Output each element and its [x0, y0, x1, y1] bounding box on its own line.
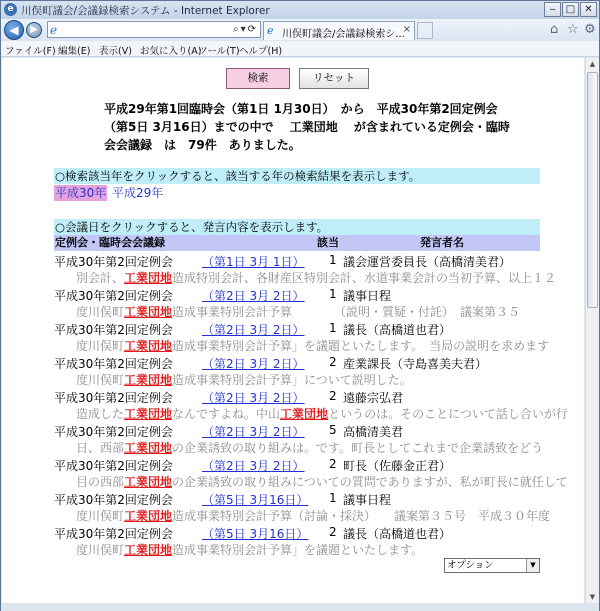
- excerpt-before: 日、西部: [76, 441, 125, 455]
- tab-label: 川俣町議会/会議録検索シ...: [282, 29, 405, 40]
- excerpt-after: というのは。そのことについて話し合いが行: [328, 407, 568, 421]
- excerpt: [76, 473, 568, 490]
- options-select[interactable]: [444, 558, 540, 573]
- hit-count: 2: [329, 389, 337, 403]
- status-bar: [1, 603, 599, 611]
- speaker-name: 遠藤宗弘君: [343, 391, 404, 405]
- options-select-value: オプション: [447, 560, 494, 571]
- speaker-name: 議事日程: [343, 289, 392, 303]
- keyword-highlight: 工業団地: [124, 543, 173, 557]
- close-window-button[interactable]: ✕: [580, 2, 597, 17]
- excerpt-after: 造成事業特別会計予算」を議題といたします。 当局の説明を求めます: [172, 339, 550, 353]
- speaker-name: 議事日程: [343, 493, 392, 507]
- excerpt-before: 目の西部: [76, 475, 125, 489]
- excerpt-after: 造成事業特別会計予算 （説明・質疑・付託） 議案第３５: [172, 305, 521, 319]
- excerpt-after: の企業誘致の取り組みについての質問でありますが、私が町長に就任して: [172, 475, 568, 489]
- excerpt-before: 別会計、: [76, 271, 125, 285]
- hit-count: 5: [329, 423, 337, 437]
- new-tab-button[interactable]: [417, 22, 433, 39]
- keyword-highlight: 工業団地: [124, 305, 173, 319]
- address-bar[interactable]: [47, 21, 261, 38]
- menu-file[interactable]: ファイル(F): [5, 46, 56, 57]
- year-link-h29[interactable]: 平成29年: [112, 186, 164, 200]
- menu-edit[interactable]: 編集(E): [58, 46, 91, 57]
- vertical-scrollbar[interactable]: [585, 58, 599, 603]
- meeting-date-link[interactable]: （第1日 3月 1日）: [202, 255, 305, 269]
- keyword-highlight: 工業団地: [124, 271, 173, 285]
- header-speaker: 発言者名: [420, 236, 464, 249]
- hit-count: 1: [329, 253, 337, 267]
- speaker-name: 高橋清美君: [343, 425, 404, 439]
- forward-button[interactable]: ▶: [26, 22, 42, 38]
- table-row: [54, 355, 540, 389]
- session-name: 平成30年第2回定例会: [54, 323, 173, 337]
- speaker-name: 議長（高橋道也君）: [343, 527, 452, 541]
- meeting-date-link[interactable]: （第5日 3月16日）: [202, 527, 309, 541]
- excerpt: [76, 405, 568, 422]
- favorites-star-icon[interactable]: ☆: [567, 22, 579, 37]
- meeting-date-link[interactable]: （第2日 3月 2日）: [202, 459, 305, 473]
- meeting-date-link[interactable]: （第5日 3月16日）: [202, 493, 309, 507]
- menu-tools[interactable]: ツール(T): [198, 46, 240, 57]
- keyword-highlight: 工業団地: [124, 509, 173, 523]
- internet-explorer-icon: e: [4, 3, 17, 16]
- speaker-name: 町長（佐藤金正君）: [343, 459, 452, 473]
- table-row: [54, 389, 568, 423]
- excerpt-before: 度川俣町: [76, 339, 125, 353]
- home-icon[interactable]: ⌂: [550, 22, 559, 37]
- session-name: 平成30年第2回定例会: [54, 357, 173, 371]
- title-bar: [1, 1, 599, 19]
- session-name: 平成30年第2回定例会: [54, 289, 173, 303]
- excerpt-after: 造成事業特別会計予算」を議題といたします。: [172, 543, 424, 557]
- table-row: [54, 321, 550, 355]
- tab-close-icon[interactable]: ×: [402, 24, 411, 35]
- page-content: [2, 58, 584, 603]
- table-row: [54, 457, 568, 491]
- window-title: 川俣町議会/会議録検索システム - Internet Explorer: [21, 5, 270, 17]
- scroll-down-icon[interactable]: ▼: [589, 593, 596, 601]
- menu-help[interactable]: ヘルプ(H): [239, 46, 283, 57]
- excerpt: [76, 507, 551, 524]
- excerpt-after: の企業誘致の取り組みは。です。町長としてこれまで企業誘致をどう: [172, 441, 544, 455]
- meeting-date-link[interactable]: （第2日 3月 2日）: [202, 289, 305, 303]
- results-table-header: [54, 235, 540, 251]
- scrollbar-thumb[interactable]: [587, 72, 598, 308]
- header-hits: 該当: [317, 236, 339, 249]
- meeting-date-link[interactable]: （第2日 3月 2日）: [202, 391, 305, 405]
- excerpt-before: 造成した: [76, 407, 125, 421]
- menu-favorites[interactable]: お気に入り(A): [140, 46, 202, 57]
- hit-count: 1: [329, 491, 337, 505]
- excerpt-after: 造成事業特別会計予算」について説明した。: [172, 373, 412, 387]
- keyword-highlight: 工業団地: [124, 339, 173, 353]
- navigation-bar: [1, 19, 599, 41]
- hit-count: 2: [329, 457, 337, 471]
- keyword-highlight: 工業団地: [124, 373, 173, 387]
- keyword-highlight: 工業団地: [124, 407, 173, 421]
- excerpt: [76, 269, 557, 286]
- table-row: [54, 525, 540, 559]
- session-name: 平成30年第2回定例会: [54, 493, 173, 507]
- hit-count: 2: [329, 525, 337, 539]
- hit-count: 2: [329, 355, 337, 369]
- session-name: 平成30年第2回定例会: [54, 527, 173, 541]
- address-tools-icon[interactable]: ⌕▾⟳: [233, 24, 258, 35]
- meeting-date-link[interactable]: （第2日 3月 2日）: [202, 357, 305, 371]
- speaker-name: 議長（高橋道也君）: [343, 323, 452, 337]
- excerpt-after: 造成事業特別会計予算（討論・採決） 議案第３５号 平成３０年度: [172, 509, 551, 523]
- menu-bar: [1, 41, 599, 57]
- back-button[interactable]: ◀: [4, 20, 24, 40]
- search-button[interactable]: 検索: [226, 68, 290, 89]
- speaker-name: 議会運営委員長（高橋清美君）: [343, 255, 512, 269]
- excerpt: [76, 337, 550, 354]
- table-row: [54, 287, 540, 321]
- hit-count: 1: [329, 321, 337, 335]
- ie-page-icon: ℯ: [50, 23, 58, 37]
- excerpt-after: 造成特別会計、各財産区特別会計、水道事業会計の当初予算、以上１２: [172, 271, 557, 285]
- excerpt: [76, 371, 542, 388]
- tab-favicon-icon: ℯ: [267, 24, 274, 37]
- results-notice: ○会議日をクリックすると、発言内容を表示します。: [54, 219, 540, 235]
- excerpt-before: 度川俣町: [76, 373, 125, 387]
- session-name: 平成30年第2回定例会: [54, 255, 173, 269]
- hit-count: 1: [329, 287, 337, 301]
- maximize-button[interactable]: □: [562, 2, 579, 17]
- table-row: [54, 491, 551, 525]
- table-row: [54, 423, 544, 457]
- reset-button[interactable]: リセット: [299, 68, 369, 89]
- keyword-highlight: 工業団地: [124, 475, 173, 489]
- chevron-down-icon[interactable]: ▼: [526, 559, 539, 572]
- excerpt-before: 度川俣町: [76, 509, 125, 523]
- summary-line-2: （第5日 3月16日）までの中で 工業団地 が含まれている定例会・臨時: [104, 120, 510, 134]
- excerpt-before: 度川俣町: [76, 543, 125, 557]
- meeting-date-link[interactable]: （第2日 3月 2日）: [202, 425, 305, 439]
- menu-view[interactable]: 表示(V): [99, 46, 132, 57]
- scroll-up-icon[interactable]: ▲: [589, 60, 596, 68]
- summary-line-3: 会会議録 は 79件 ありました。: [104, 138, 301, 152]
- session-name: 平成30年第2回定例会: [54, 391, 173, 405]
- summary-line-1: 平成29年第1回臨時会（第1日 1月30日） から 平成30年第2回定例会: [104, 102, 498, 116]
- tab-current[interactable]: [263, 21, 415, 40]
- keyword-highlight: 工業団地: [124, 441, 173, 455]
- year-link-h30[interactable]: 平成30年: [55, 186, 107, 200]
- table-row: [54, 253, 557, 287]
- minimize-button[interactable]: ‒: [544, 2, 561, 17]
- excerpt: [76, 541, 542, 558]
- session-name: 平成30年第2回定例会: [54, 459, 173, 473]
- speaker-name: 産業課長（寺島喜美夫君）: [343, 357, 488, 371]
- year-notice: ○検索該当年をクリックすると、該当する年の検索結果を表示します。: [54, 168, 540, 184]
- excerpt: [76, 303, 542, 320]
- excerpt-middle: なんですよね。中山: [172, 407, 281, 421]
- excerpt-before: 度川俣町: [76, 305, 125, 319]
- keyword-highlight: 工業団地: [280, 407, 329, 421]
- gear-icon[interactable]: ⚙: [584, 22, 596, 37]
- session-name: 平成30年第2回定例会: [54, 425, 173, 439]
- header-session: 定例会・臨時会会議録: [55, 236, 165, 249]
- meeting-date-link[interactable]: （第2日 3月 2日）: [202, 323, 305, 337]
- excerpt: [76, 439, 542, 456]
